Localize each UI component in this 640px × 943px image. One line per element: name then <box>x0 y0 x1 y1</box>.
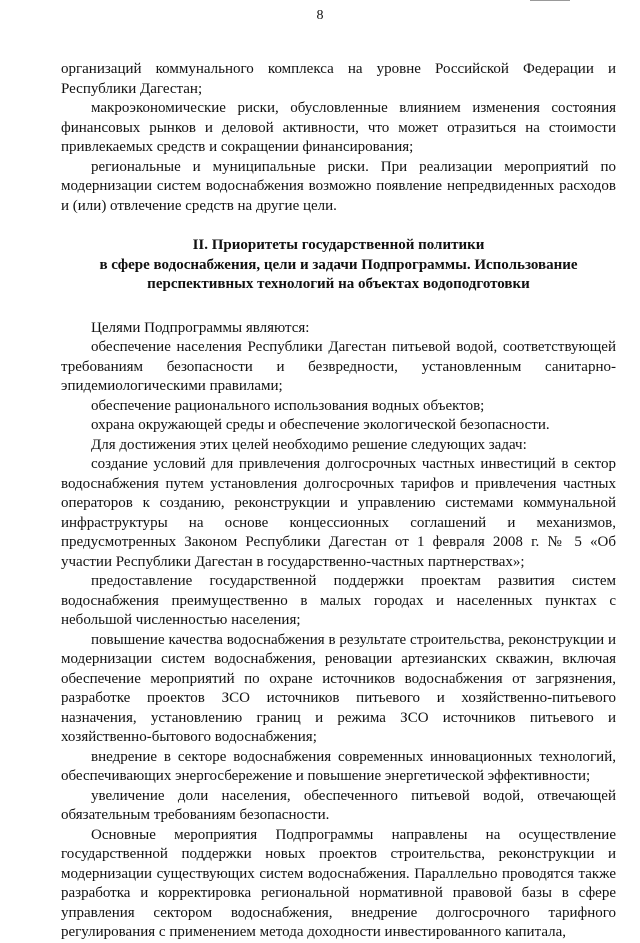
page-number: 8 <box>316 8 324 23</box>
paragraph: увеличение доли населения, обеспеченного питьевой водой, отвечающей обязательным требованиям безопасности. <box>61 787 616 823</box>
paragraph: создание условий для привлечения долгосрочных частных инвестиций в сектор водоснабжения путем установления долгосрочных тарифов и привлечения частных операторов к созданию, реконструкции и управлению системами коммунальной инфраструктуры на основе концессионных соглашений и механизмов, предусмотренных Законом Республики Дагестан от 1 февраля 2008 г. № 5 «Об участии Республики Дагестан в государственно-частных партнерствах»; <box>61 456 616 570</box>
paragraph: Для достижения этих целей необходимо решение следующих задач: <box>91 436 527 453</box>
paragraph: макроэкономические риски, обусловленные влиянием изменения состояния финансовых рынков и деловой активности, что может отразиться на стоимости привлекаемых средств и сокращении финансирования; <box>61 100 616 155</box>
section-heading <box>61 236 616 295</box>
heading-line-3: перспективных технологий на объектах водоподготовки <box>147 276 530 292</box>
paragraph: Целями Подпрограммы являются: <box>91 319 310 336</box>
heading-line-1: II. Приоритеты государственной политики <box>192 237 485 253</box>
paragraph: повышение качества водоснабжения в результате строительства, реконструкции и модернизации систем водоснабжения, реновации артезианских скважин, включая обеспечение мероприятий по охране источников водоснабжения от загрязнения, разработке проектов ЗСО источников питьевого и хозяйственно-питьевого назначения, установлению границ и режима ЗСО источников питьевого и хозяйственно-бытового водоснабжения; <box>61 631 616 745</box>
paragraph: организаций коммунального комплекса на уровне Российской Федерации и Республики Дагестан; <box>61 61 616 97</box>
paragraph: предоставление государственной поддержки проектам развития систем водоснабжения преимущественно в малых городах и населенных пунктах с небольшой численностью населения; <box>61 573 616 628</box>
paragraphs-after-heading <box>61 319 616 943</box>
paragraph: внедрение в секторе водоснабжения современных инновационных технологий, обеспечивающих энергосбережение и повышение энергетической эффективности; <box>61 748 616 784</box>
paragraph: обеспечение населения Республики Дагестан питьевой водой, соответствующей требованиям безопасности и безвредности, установленным санитарно-эпидемиологическими правилами; <box>61 339 616 394</box>
paragraph: охрана окружающей среды и обеспечение экологической безопасности. <box>91 417 550 433</box>
paragraphs-before-heading <box>61 60 616 216</box>
paragraph: региональные и муниципальные риски. При реализации мероприятий по модернизации систем водоснабжения возможно появление непредвиденных расходов и (или) отвлечение средств на другие цели. <box>61 158 616 214</box>
heading-line-2: в сфере водоснабжения, цели и задачи Подпрограммы. Использование <box>99 256 578 273</box>
paragraph: обеспечение рационального использования водных объектов; <box>91 397 485 414</box>
scan-edge-mark <box>530 0 570 1</box>
paragraph: Основные мероприятия Подпрограммы направлены на осуществление государственной поддержки новых проектов строительства, реконструкции и модернизации существующих систем водоснабжения. Параллельно проводятся также разработка и корректировка региональной нормативной правовой базы в сфере управления сектором водоснабжения, внедрение долгосрочного тарифного регулирования с применением метода доходности инвестированного капитала, <box>61 826 616 940</box>
document-body <box>61 60 616 943</box>
